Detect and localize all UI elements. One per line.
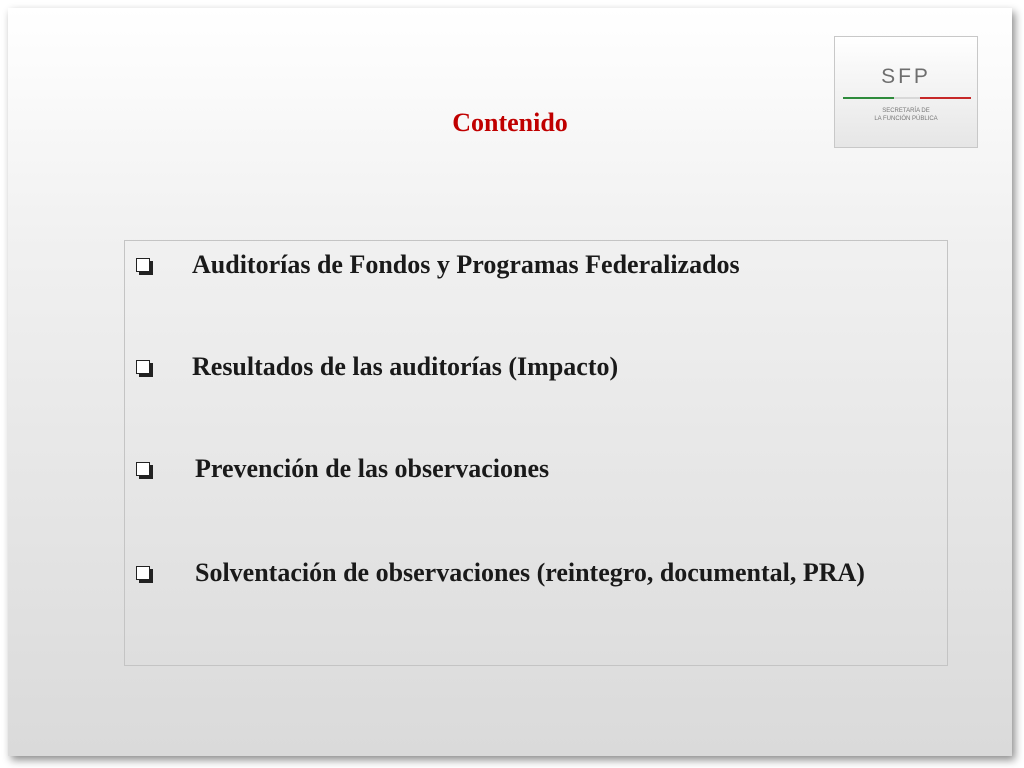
logo-text: SFP <box>881 65 931 88</box>
checkbox-icon <box>136 258 150 272</box>
list-item <box>136 454 549 484</box>
list-item-text: Auditorías de Fondos y Programas Federalizados <box>192 250 740 279</box>
checkbox-icon <box>136 462 150 476</box>
list-item <box>136 558 865 588</box>
list-item <box>136 352 618 382</box>
list-item-text: Prevención de las observaciones <box>195 454 550 483</box>
logo-subtitle-line2: LA FUNCIÓN PÚBLICA <box>874 116 938 122</box>
slide-title: Contenido <box>452 108 568 137</box>
flag-bar <box>843 97 971 99</box>
list-item <box>136 250 740 280</box>
list-item-text: Resultados de las auditorías (Impacto) <box>192 352 619 381</box>
checkbox-icon <box>136 360 150 374</box>
logo-subtitle-line1: SECRETARÍA DE <box>882 108 930 114</box>
content-box <box>124 240 948 666</box>
checkbox-icon <box>136 566 150 580</box>
list-item-text: Solventación de observaciones (reintegro, documental, PRA) <box>195 558 865 587</box>
